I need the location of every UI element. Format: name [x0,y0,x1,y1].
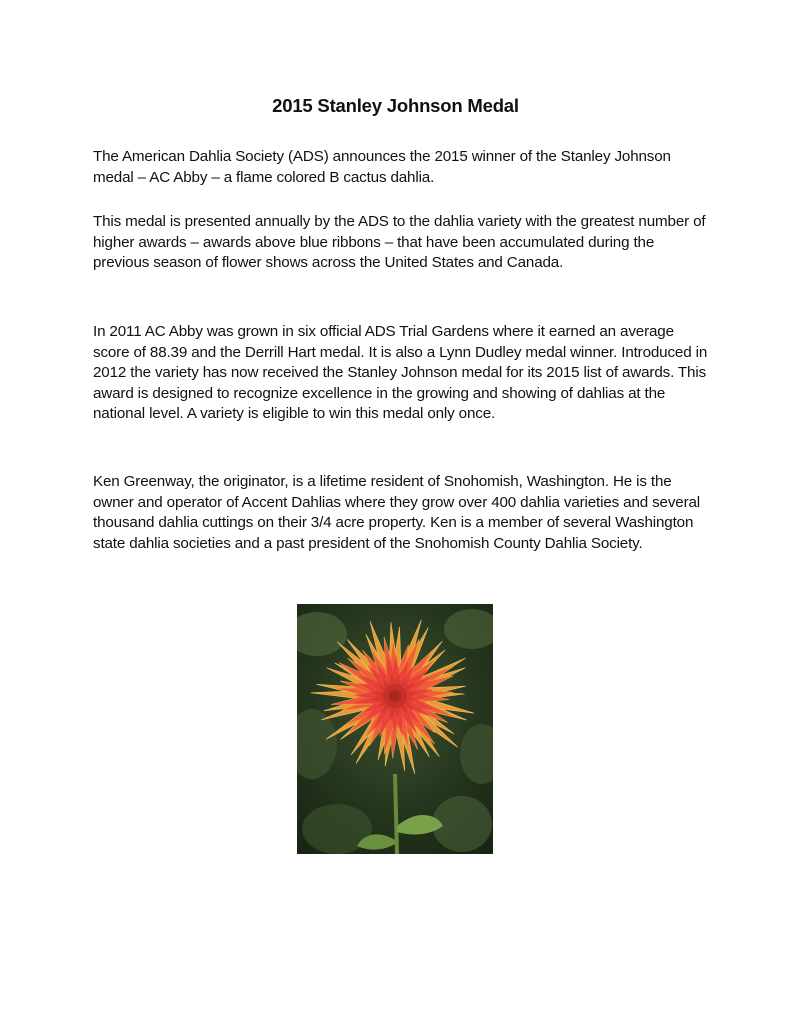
paragraph-history: In 2011 AC Abby was grown in six official ADS Trial Gardens where it earned an average score of 88.39 and the Derrill Hart medal. It is also a Lynn Dudley medal winner. Introduced in 2012 the variety has now received the Stanley Johnson medal for its 2015 list of awards. This award is designed to recognize excellence in the growing and showing of dahlias at the national level. A variety is eligible to win this medal only once. [93,323,708,422]
page-title: 2015 Stanley Johnson Medal [272,95,519,116]
paragraph-medal-description: This medal is presented annually by the ADS to the dahlia variety with the greatest number of higher awards – awards above blue ribbons – that have been accumulated during the previous season of flower shows across the United States and Canada. [93,213,706,271]
dahlia-flower-icon [297,604,493,854]
paragraph-originator: Ken Greenway, the originator, is a lifetime resident of Snohomish, Washington. He is the owner and operator of Accent Dahlias where they grow over 400 dahlia varieties and several thousand dahlia cuttings on their 3/4 acre property. Ken is a member of several Washington state dahlia societies and a past president of the Snohomish County Dahlia Society. [93,473,701,552]
dahlia-photo [297,604,493,854]
paragraph-announcement: The American Dahlia Society (ADS) announces the 2015 winner of the Stanley Johnson medal – AC Abby – a flame colored B cactus dahlia. [93,148,671,186]
